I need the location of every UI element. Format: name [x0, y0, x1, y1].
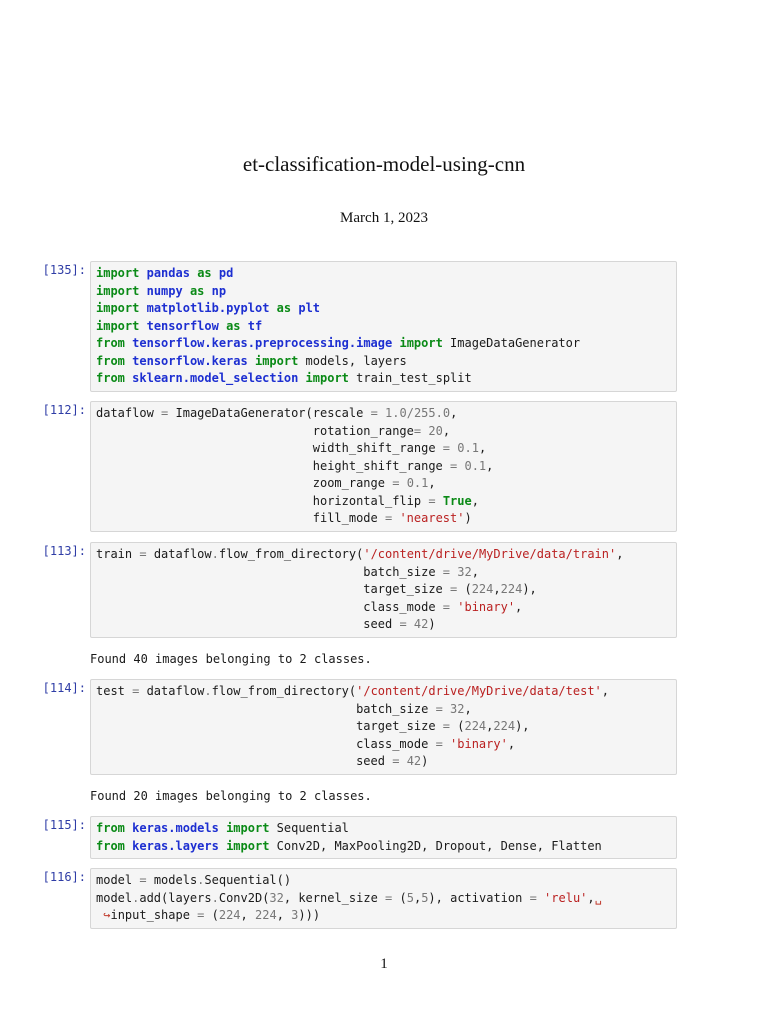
code-input[interactable] [90, 261, 677, 392]
code-token: input_shape [110, 908, 198, 922]
code-line [96, 440, 676, 458]
code-token: 224 [493, 719, 516, 733]
code-token: = [132, 684, 140, 698]
code-token: . [211, 890, 219, 905]
code-token: 'binary' [457, 599, 516, 614]
code-token: import [305, 371, 349, 385]
code-token: numpy [146, 283, 183, 298]
code-token: = [197, 908, 205, 922]
page-number: 1 [380, 956, 388, 972]
code-token [204, 284, 211, 298]
code-token: 224 [218, 908, 241, 922]
code-token: ) [421, 754, 429, 768]
code-token: ( [457, 582, 472, 596]
code-token: = [413, 423, 422, 438]
code-token: 'nearest' [399, 511, 465, 525]
code-line [96, 283, 676, 301]
code-token [443, 737, 450, 751]
code-token: keras.layers [132, 838, 219, 853]
code-line [96, 599, 676, 617]
code-line [96, 265, 676, 283]
code-token: 5 [406, 890, 414, 905]
code-token: tensorflow.keras [132, 353, 248, 368]
code-token: ImageDataGenerator(rescale [168, 406, 371, 420]
code-line [96, 753, 676, 771]
code-line [96, 370, 676, 388]
code-token: = [442, 599, 451, 614]
code-token: import [96, 318, 140, 333]
code-token: import [399, 336, 443, 350]
code-token: import [254, 353, 299, 368]
code-line [96, 718, 676, 736]
code-token: , [601, 684, 609, 698]
code-line [96, 890, 676, 908]
code-token: = [392, 476, 400, 490]
code-line [96, 458, 676, 476]
code-token: = [529, 890, 537, 905]
code-token: = [442, 441, 451, 455]
code-token: '/content/drive/MyDrive/data/test' [356, 684, 602, 698]
cell-prompt: [112]: [42, 403, 86, 417]
code-line [96, 510, 676, 528]
code-token: as [189, 283, 205, 298]
code-line [96, 736, 676, 754]
code-token: / [406, 406, 414, 420]
code-token: . [211, 547, 219, 561]
code-token [378, 406, 385, 420]
code-token [399, 476, 406, 490]
code-token: Sequential() [204, 873, 292, 887]
code-token: seed [96, 754, 393, 768]
code-token: train [96, 547, 140, 561]
code-token: 3 [291, 908, 299, 922]
code-token: 32 [269, 890, 284, 905]
code-line [96, 318, 676, 336]
code-token: batch_size [96, 701, 436, 716]
code-token: 224 [500, 582, 523, 596]
code-token: , [428, 476, 436, 490]
code-token [219, 839, 226, 853]
code-token: 0.1 [406, 476, 429, 490]
code-token: flow_from_directory( [211, 684, 357, 698]
code-line [96, 683, 676, 701]
code-token: , [478, 441, 487, 455]
code-token [298, 371, 305, 385]
code-input[interactable] [90, 542, 677, 638]
code-token: = [385, 890, 393, 905]
code-token [183, 284, 190, 298]
code-line [96, 335, 676, 353]
code-token: tf [247, 318, 263, 333]
code-token: batch_size [96, 564, 443, 579]
code-token: import [226, 821, 270, 835]
cell-prompt: [116]: [42, 870, 86, 884]
code-token: keras.models [132, 821, 219, 835]
code-token: ␣ [594, 890, 602, 905]
code-token: import [96, 301, 140, 315]
code-line [96, 405, 676, 423]
code-token: , [464, 701, 472, 716]
code-token: ), activation [428, 890, 530, 905]
code-line [96, 423, 676, 441]
code-token: = [450, 582, 458, 596]
code-token: plt [298, 301, 321, 315]
code-line [96, 701, 676, 719]
code-token: 32 [450, 701, 465, 716]
code-token [248, 354, 255, 368]
code-token: seed [96, 617, 400, 631]
cell-prompt: [113]: [42, 544, 86, 558]
code-line [96, 907, 676, 925]
code-token: , [486, 458, 494, 473]
code-token: 'relu' [544, 890, 588, 905]
code-token: 0.1 [464, 458, 487, 473]
code-token: , [616, 547, 624, 561]
code-line [96, 820, 676, 838]
code-token: tensorflow.keras.preprocessing.image [132, 336, 393, 350]
code-token: 224 [255, 908, 277, 922]
code-token: = [442, 719, 451, 733]
code-line [96, 493, 676, 511]
code-token: . [132, 890, 140, 905]
code-token: = [435, 736, 443, 751]
code-token: test [96, 684, 133, 698]
code-line [96, 564, 676, 582]
cell-prompt: [115]: [42, 818, 86, 832]
code-token: = [139, 547, 147, 561]
code-token: . [204, 684, 212, 698]
code-line [96, 616, 676, 634]
code-token: 0.1 [457, 441, 479, 455]
code-token: = [428, 493, 436, 508]
cell-prompt: [114]: [42, 681, 86, 695]
code-line [96, 581, 676, 599]
code-token [269, 301, 276, 315]
code-token: ( [204, 908, 219, 922]
code-token: pandas [146, 266, 190, 280]
code-token: = [399, 617, 407, 631]
code-token: 5 [421, 890, 429, 905]
code-token: sklearn.model_selection [132, 371, 299, 385]
code-token [443, 702, 450, 716]
code-line [96, 838, 676, 856]
code-token: rotation_range [96, 423, 414, 438]
code-token: as [197, 266, 212, 280]
code-token: 255.0 [413, 406, 451, 420]
code-token: target_size [96, 582, 451, 596]
code-token: from [96, 371, 125, 385]
code-token: = [450, 458, 458, 473]
code-input[interactable] [90, 816, 677, 859]
code-token [241, 319, 248, 333]
code-token: , [507, 736, 516, 751]
code-token: , kernel_size [283, 890, 386, 905]
code-token: np [211, 283, 227, 298]
code-token: , [515, 599, 523, 614]
code-token [139, 301, 146, 315]
code-token [436, 494, 443, 508]
code-token: ))) [298, 908, 321, 922]
code-token: tensorflow [146, 318, 219, 333]
code-token [139, 284, 146, 298]
code-token: = [392, 754, 400, 768]
code-token: models [146, 873, 198, 887]
code-input[interactable] [90, 868, 677, 929]
code-token [537, 891, 544, 905]
code-token: height_shift_range [96, 458, 451, 473]
code-token: target_size [96, 719, 443, 733]
code-token: = [161, 406, 169, 420]
code-token: class_mode [96, 599, 443, 614]
code-token: , [486, 719, 494, 733]
code-token [399, 754, 406, 768]
code-token: 42 [413, 617, 429, 631]
code-token: Conv2D( [218, 890, 270, 905]
code-token: 1.0 [385, 406, 407, 420]
code-token: 224 [464, 719, 487, 733]
code-token: as [276, 301, 292, 315]
code-token: , [493, 582, 501, 596]
code-token: import [96, 266, 140, 280]
code-token: ↪ [103, 908, 111, 922]
code-token: 20 [428, 423, 443, 438]
code-token: , [240, 908, 255, 922]
code-token: dataflow [139, 684, 205, 698]
code-token: ), [522, 582, 537, 596]
code-token: as [226, 318, 241, 333]
code-line [96, 546, 676, 564]
code-token: fill_mode [96, 511, 385, 525]
code-token: , [442, 423, 451, 438]
code-token: from [96, 821, 125, 835]
code-token: '/content/drive/MyDrive/data/train' [363, 547, 617, 561]
code-token: models, layers [298, 353, 407, 368]
code-token: Sequential [269, 821, 349, 835]
code-token: dataflow [96, 406, 162, 420]
cell-output: Found 20 images belonging to 2 classes. [90, 789, 372, 803]
code-token: ) [428, 617, 436, 631]
code-token [139, 266, 146, 280]
code-input[interactable] [90, 679, 677, 775]
code-token: = [370, 406, 378, 420]
cell-prompt: [135]: [42, 263, 86, 277]
code-token: . [197, 873, 205, 887]
code-token: from [96, 336, 125, 350]
code-token: import [96, 283, 140, 298]
code-token: dataflow [146, 547, 212, 561]
code-token: flow_from_directory( [218, 547, 364, 561]
code-token: model [96, 873, 140, 887]
code-token: matplotlib.pyplot [146, 301, 270, 315]
code-line [96, 475, 676, 493]
code-token [407, 617, 414, 631]
code-token: add(layers [139, 890, 212, 905]
code-token [139, 319, 146, 333]
code-token: Conv2D, MaxPooling2D, Dropout, Dense, Flatten [269, 838, 602, 853]
code-token [212, 266, 219, 280]
code-token: = [442, 564, 451, 579]
code-token: ( [392, 890, 407, 905]
code-token: = [139, 873, 147, 887]
code-token: = [435, 701, 443, 716]
cell-output: Found 40 images belonging to 2 classes. [90, 652, 372, 666]
code-token: ) [464, 511, 472, 525]
code-token: pd [218, 266, 234, 280]
code-token [219, 319, 226, 333]
code-token: = [384, 511, 393, 525]
document-date: March 1, 2023 [340, 210, 428, 226]
code-token: True [442, 493, 472, 508]
document-title: et-classification-model-using-cnn [242, 152, 526, 176]
code-token: , [276, 908, 292, 922]
code-token: horizontal_flip [96, 493, 429, 508]
code-token: 42 [406, 754, 422, 768]
code-token: , [471, 493, 479, 508]
code-token: 32 [457, 564, 472, 579]
code-token: from [96, 353, 125, 368]
code-token: from [96, 838, 125, 853]
code-token: width_shift_range [96, 441, 443, 455]
code-line [96, 353, 676, 371]
code-line [96, 872, 676, 890]
code-token: ImageDataGenerator [442, 336, 581, 350]
code-token: train_test_split [348, 371, 472, 385]
code-token: ( [450, 719, 465, 733]
code-line [96, 300, 676, 318]
code-token: class_mode [96, 736, 436, 751]
code-input[interactable] [90, 401, 677, 532]
code-token: 224 [471, 582, 494, 596]
code-token: , [471, 564, 479, 579]
code-token: zoom_range [96, 476, 393, 490]
code-token [219, 821, 226, 835]
code-token: , [587, 890, 595, 905]
code-token: ), [515, 719, 530, 733]
code-token: model [96, 890, 133, 905]
code-token: import [226, 838, 270, 853]
code-token: , [413, 890, 422, 905]
code-token: 'binary' [450, 736, 508, 751]
code-token: , [450, 406, 458, 420]
